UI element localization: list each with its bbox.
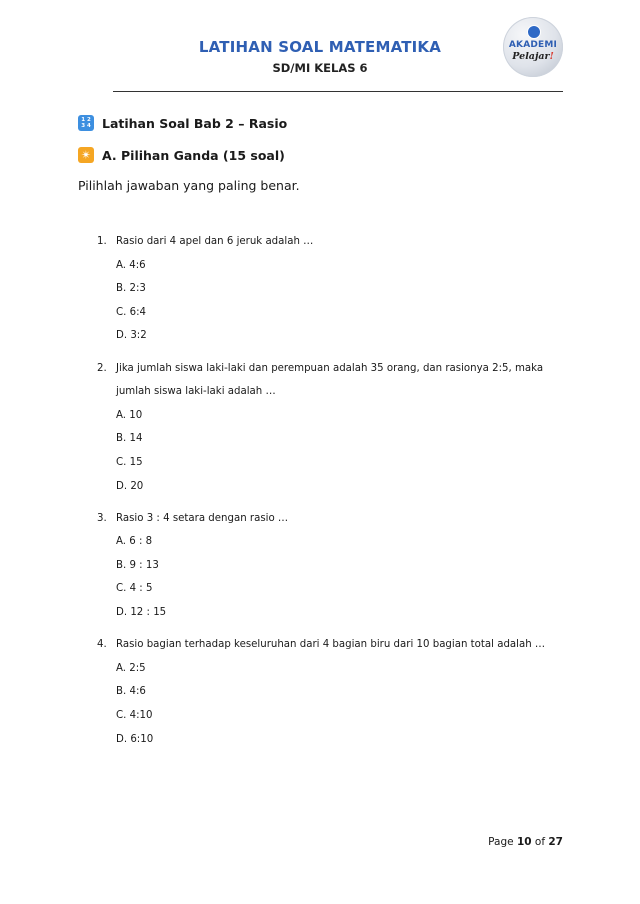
answer-option: B. 2:3 — [116, 283, 146, 295]
instruction-text: Pilihlah jawaban yang paling benar. — [78, 178, 300, 193]
question-number: 4. — [97, 639, 107, 651]
answer-option: A. 4:6 — [116, 259, 146, 271]
star-icon: ✴ — [78, 147, 94, 163]
answer-option: B. 4:6 — [116, 686, 146, 698]
document-title: LATIHAN SOAL MATEMATIKA — [198, 38, 442, 56]
answer-option: A. 10 — [116, 409, 143, 421]
answer-option: C. 15 — [116, 456, 143, 468]
answer-option: C. 4:10 — [116, 709, 153, 721]
logo-text-bottom — [503, 51, 563, 62]
question-text: Rasio bagian terhadap keseluruhan dari 4 bagian biru dari 10 bagian total adalah … — [116, 639, 546, 651]
answer-option: D. 20 — [116, 480, 144, 492]
logo-emblem-icon — [527, 25, 541, 39]
page-total: 27 — [548, 836, 563, 848]
page-label: Page — [488, 836, 514, 848]
question-text: jumlah siswa laki-laki adalah … — [116, 386, 276, 398]
question-text: Jika jumlah siswa laki-laki dan perempuan adalah 35 orang, dan rasionya 2:5, maka — [116, 362, 544, 374]
header-divider — [113, 91, 563, 92]
question-text: Rasio dari 4 apel dan 6 jeruk adalah … — [116, 236, 314, 247]
answer-option: D. 12 : 15 — [116, 607, 167, 618]
answer-option: C. 6:4 — [116, 306, 146, 318]
answer-option: A. 2:5 — [116, 662, 146, 674]
logo-exclamation: ! — [549, 51, 554, 62]
question-number: 2. — [97, 362, 107, 374]
part-title: A. Pilihan Ganda (15 soal) — [102, 147, 285, 163]
answer-option: D. 3:2 — [116, 330, 147, 342]
answer-option: A. 6 : 8 — [116, 536, 153, 548]
answer-option: D. 6:10 — [116, 733, 154, 745]
page-of: of — [534, 836, 546, 848]
answer-option: C. 4 : 5 — [116, 583, 153, 595]
part-heading — [78, 147, 285, 163]
question-text: Rasio 3 : 4 setara dengan rasio … — [116, 512, 289, 524]
page-footer — [488, 836, 563, 848]
logo-text-top: AKADEMI — [508, 40, 558, 50]
akademi-pelajar-logo — [503, 17, 563, 77]
question-number: 3. — [97, 512, 107, 524]
chapter-heading — [78, 115, 287, 131]
question-number: 1. — [97, 236, 107, 247]
numbers-icon: 1 2 3 4 — [78, 115, 94, 131]
page-current: 10 — [516, 836, 532, 848]
answer-option: B. 14 — [116, 433, 143, 445]
chapter-title: Latihan Soal Bab 2 – Rasio — [102, 115, 288, 131]
logo-text-pelajar: Pelajar — [512, 51, 550, 62]
answer-option: B. 9 : 13 — [116, 559, 159, 571]
document-subtitle: SD/MI KELAS 6 — [272, 61, 368, 75]
